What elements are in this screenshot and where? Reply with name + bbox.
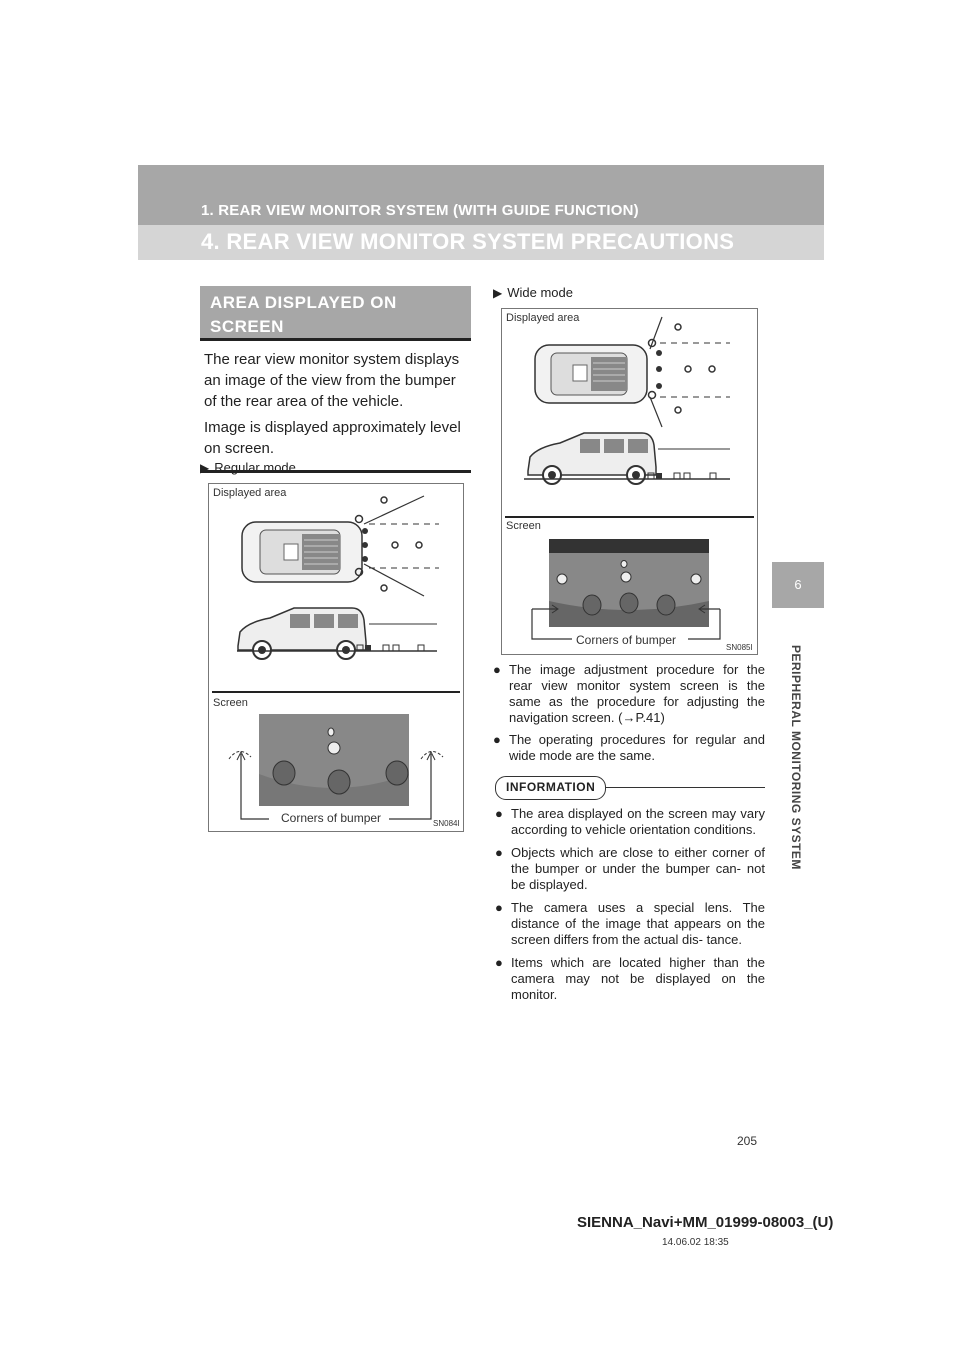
regular-screen-label: Screen bbox=[213, 697, 248, 709]
chapter-side-label-text: PERIPHERAL MONITORING SYSTEM bbox=[789, 645, 803, 870]
bullet-icon: ● bbox=[495, 806, 503, 821]
wide-figure-code: SN085I bbox=[726, 643, 753, 652]
list-item-text: Items which are located higher than the camera may not be displayed on the monitor. bbox=[511, 955, 765, 1002]
list-item bbox=[495, 900, 765, 948]
list-item bbox=[495, 806, 765, 838]
van-top-view bbox=[242, 522, 362, 582]
section-heading-line2: SCREEN bbox=[210, 317, 284, 336]
chapter-side-label bbox=[787, 645, 807, 1045]
van-side-view bbox=[528, 433, 656, 484]
bullet-icon: ● bbox=[493, 662, 501, 677]
list-item bbox=[493, 732, 765, 764]
list-item bbox=[493, 662, 765, 726]
notes-list bbox=[493, 662, 765, 770]
document-date: 14.06.02 18:35 bbox=[662, 1237, 729, 1248]
information-badge: INFORMATION bbox=[495, 776, 606, 800]
list-item-text: The area displayed on the screen may vary according to vehicle orientation conditions. bbox=[511, 806, 765, 837]
wide-corners-label: Corners of bumper bbox=[576, 633, 677, 647]
regular-displayed-area-label: Displayed area bbox=[213, 487, 287, 499]
wide-mode-label-text: Wide mode bbox=[507, 285, 573, 300]
page-number: 205 bbox=[737, 1134, 758, 1148]
regular-corners-label: Corners of bumper bbox=[281, 811, 382, 825]
intro-box bbox=[200, 347, 471, 473]
information-list bbox=[495, 806, 765, 1010]
wide-mode-figure bbox=[501, 308, 758, 655]
arrow-right-icon: ▶ bbox=[200, 461, 210, 475]
list-item-text: Objects which are close to either corner of the bumper or under the bumper can- not be displayed. bbox=[511, 845, 765, 892]
section-rule bbox=[200, 338, 471, 341]
bullet-icon: ● bbox=[495, 845, 503, 860]
regular-screen-view bbox=[229, 714, 443, 819]
list-item-text: The image adjustment procedure for the rear view monitor system screen is the same as the procedure for adjusting the navigation screen. (→P.41) bbox=[509, 662, 765, 725]
chapter-tab: 6 bbox=[772, 562, 824, 608]
bullet-icon: ● bbox=[493, 732, 501, 747]
bullet-icon: ● bbox=[495, 955, 503, 970]
regular-mode-label bbox=[200, 460, 296, 475]
regular-figure-code: SN084I bbox=[433, 819, 460, 828]
regular-mode-illustration bbox=[209, 484, 463, 831]
info-rule bbox=[600, 787, 765, 788]
arrow-right-icon: ▶ bbox=[493, 286, 503, 300]
wide-mode-label bbox=[493, 285, 573, 300]
list-item-text: The operating procedures for regular and wide mode are the same. bbox=[509, 732, 765, 763]
bullet-icon: ● bbox=[495, 900, 503, 915]
wide-mode-illustration bbox=[502, 309, 757, 654]
list-item bbox=[495, 845, 765, 893]
list-item-text: The camera uses a special lens. The distance of the image that appears on the screen differs from the actual dis- tance. bbox=[511, 900, 765, 947]
regular-mode-figure bbox=[208, 483, 464, 832]
list-item bbox=[495, 955, 765, 1003]
page-title: 4. REAR VIEW MONITOR SYSTEM PRECAUTIONS bbox=[201, 229, 735, 254]
van-top-view bbox=[535, 345, 647, 403]
document-id: SIENNA_Navi+MM_01999-08003_(U) bbox=[577, 1214, 834, 1231]
intro-paragraph: The rear view monitor system displays an image of the view from the bumper of the rear area of the vehicle. bbox=[204, 351, 460, 410]
section-heading bbox=[200, 286, 471, 338]
wide-screen-view bbox=[532, 539, 720, 639]
section-heading-line1: AREA DISPLAYED ON bbox=[210, 293, 397, 312]
wide-screen-label: Screen bbox=[506, 520, 541, 532]
chapter-heading: 1. REAR VIEW MONITOR SYSTEM (WITH GUIDE FUNCTION) bbox=[201, 202, 639, 219]
wide-displayed-area-label: Displayed area bbox=[506, 312, 580, 324]
regular-mode-label-text: Regular mode bbox=[214, 460, 296, 475]
intro-paragraph: Image is displayed approximately level on screen. bbox=[204, 419, 461, 457]
